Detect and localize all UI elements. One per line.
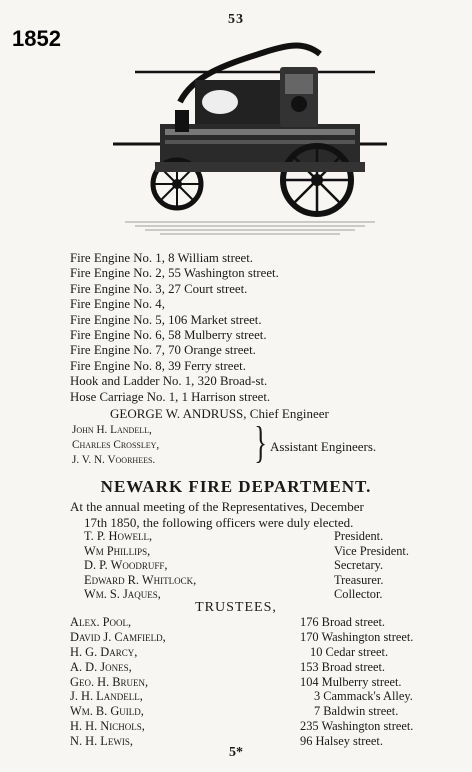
engine-entry: Fire Engine No. 7, 70 Orange street. (70, 343, 256, 358)
officer-title: Vice President. (334, 543, 409, 558)
engine-entry: Hook and Ladder No. 1, 320 Broad-st. (70, 374, 268, 389)
assistant-name: John H. Landell, (72, 424, 152, 436)
engine-entry: Fire Engine No. 4, (70, 297, 165, 312)
trustee-row (70, 704, 450, 719)
trustee-name: A. D. Jones, (70, 659, 132, 674)
trustee-row (70, 689, 450, 704)
trustee-row (70, 660, 450, 675)
chief-engineer: GEORGE W. ANDRUSS, Chief Engineer (110, 406, 329, 421)
trustee-address: 170 Washington street. (300, 629, 414, 644)
assistant-engineers (72, 418, 452, 471)
trustee-address: 235 Washington street. (300, 719, 414, 734)
trustees-list (70, 615, 450, 749)
assistant-role: Assistant Engineers. (270, 439, 377, 454)
intro-line: 17th 1850, the following officers were duly elected. (84, 514, 354, 530)
brace-glyph: } (254, 418, 267, 467)
engine-list (70, 251, 279, 405)
trustee-name: Alex. Pool, (70, 615, 132, 629)
officer-name: Wm Phillips, (84, 543, 151, 558)
trustee-row (70, 615, 450, 630)
officer-name: D. P. Woodruff, (84, 558, 168, 573)
trustee-name: H. G. Darcy, (70, 644, 138, 659)
engine-entry: Fire Engine No. 1, 8 William street. (70, 251, 253, 265)
trustee-name: H. H. Nichols, (70, 719, 145, 734)
trustee-address: 3 Cammack's Alley. (314, 689, 413, 704)
trustee-address: 104 Mulberry street. (300, 674, 402, 689)
trustee-name: N. H. Lewis, (70, 734, 133, 749)
trustee-name: J. H. Landell, (70, 689, 143, 704)
engine-entry: Hose Carriage No. 1, 1 Harrison street. (70, 389, 271, 404)
officer-title: Secretary. (334, 558, 384, 573)
trustee-address: 7 Baldwin street. (314, 704, 399, 719)
assistant-names (72, 423, 159, 469)
officers-list (84, 529, 454, 602)
trustee-name: Wm. B. Guild, (70, 704, 144, 719)
signature-mark: 5* (229, 745, 243, 760)
officer-row (84, 558, 454, 573)
trustee-address: 96 Halsey street. (300, 734, 383, 749)
officer-row (84, 544, 454, 559)
officer-title: President. (334, 529, 384, 543)
trustee-row (70, 645, 450, 660)
officer-name: T. P. Howell, (84, 529, 153, 543)
engine-entry: Fire Engine No. 3, 27 Court street. (70, 281, 248, 296)
trustee-row (70, 719, 450, 734)
trustee-address: 176 Broad street. (300, 615, 385, 629)
engine-entry: Fire Engine No. 5, 106 Market street. (70, 312, 262, 327)
officer-row (84, 573, 454, 588)
trustee-address: 153 Broad street. (300, 659, 385, 674)
trustee-row (70, 630, 450, 645)
trustee-name: Geo. H. Bruen, (70, 674, 149, 689)
engine-entry: Fire Engine No. 8, 39 Ferry street. (70, 358, 246, 373)
trustee-name: David J. Camfield, (70, 629, 166, 644)
engine-entry: Fire Engine No. 2, 55 Washington street. (70, 266, 279, 281)
assistant-name: J. V. N. Voorhees. (72, 454, 156, 467)
department-title: NEWARK FIRE DEPARTMENT. (100, 477, 372, 496)
year-label: 1852 (12, 26, 61, 51)
officer-title: Treasurer. (334, 572, 384, 587)
trustee-address: 10 Cedar street. (310, 644, 389, 659)
engine-entry: Fire Engine No. 6, 58 Mulberry street. (70, 328, 267, 343)
assistant-name: Charles Crossley, (72, 439, 160, 452)
intro-paragraph (70, 499, 450, 530)
trustee-row (70, 675, 450, 690)
officer-title: Collector. (334, 587, 383, 602)
trustees-heading: TRUSTEES, (195, 600, 277, 615)
officer-row (84, 529, 454, 544)
intro-line: At the annual meeting of the Representatives, December (70, 499, 364, 514)
fire-engine-illustration (105, 32, 395, 242)
page-number: 53 (228, 12, 244, 27)
officer-name: Edward R. Whitlock, (84, 572, 197, 587)
officer-name: Wm. S. Jaques, (84, 587, 161, 602)
